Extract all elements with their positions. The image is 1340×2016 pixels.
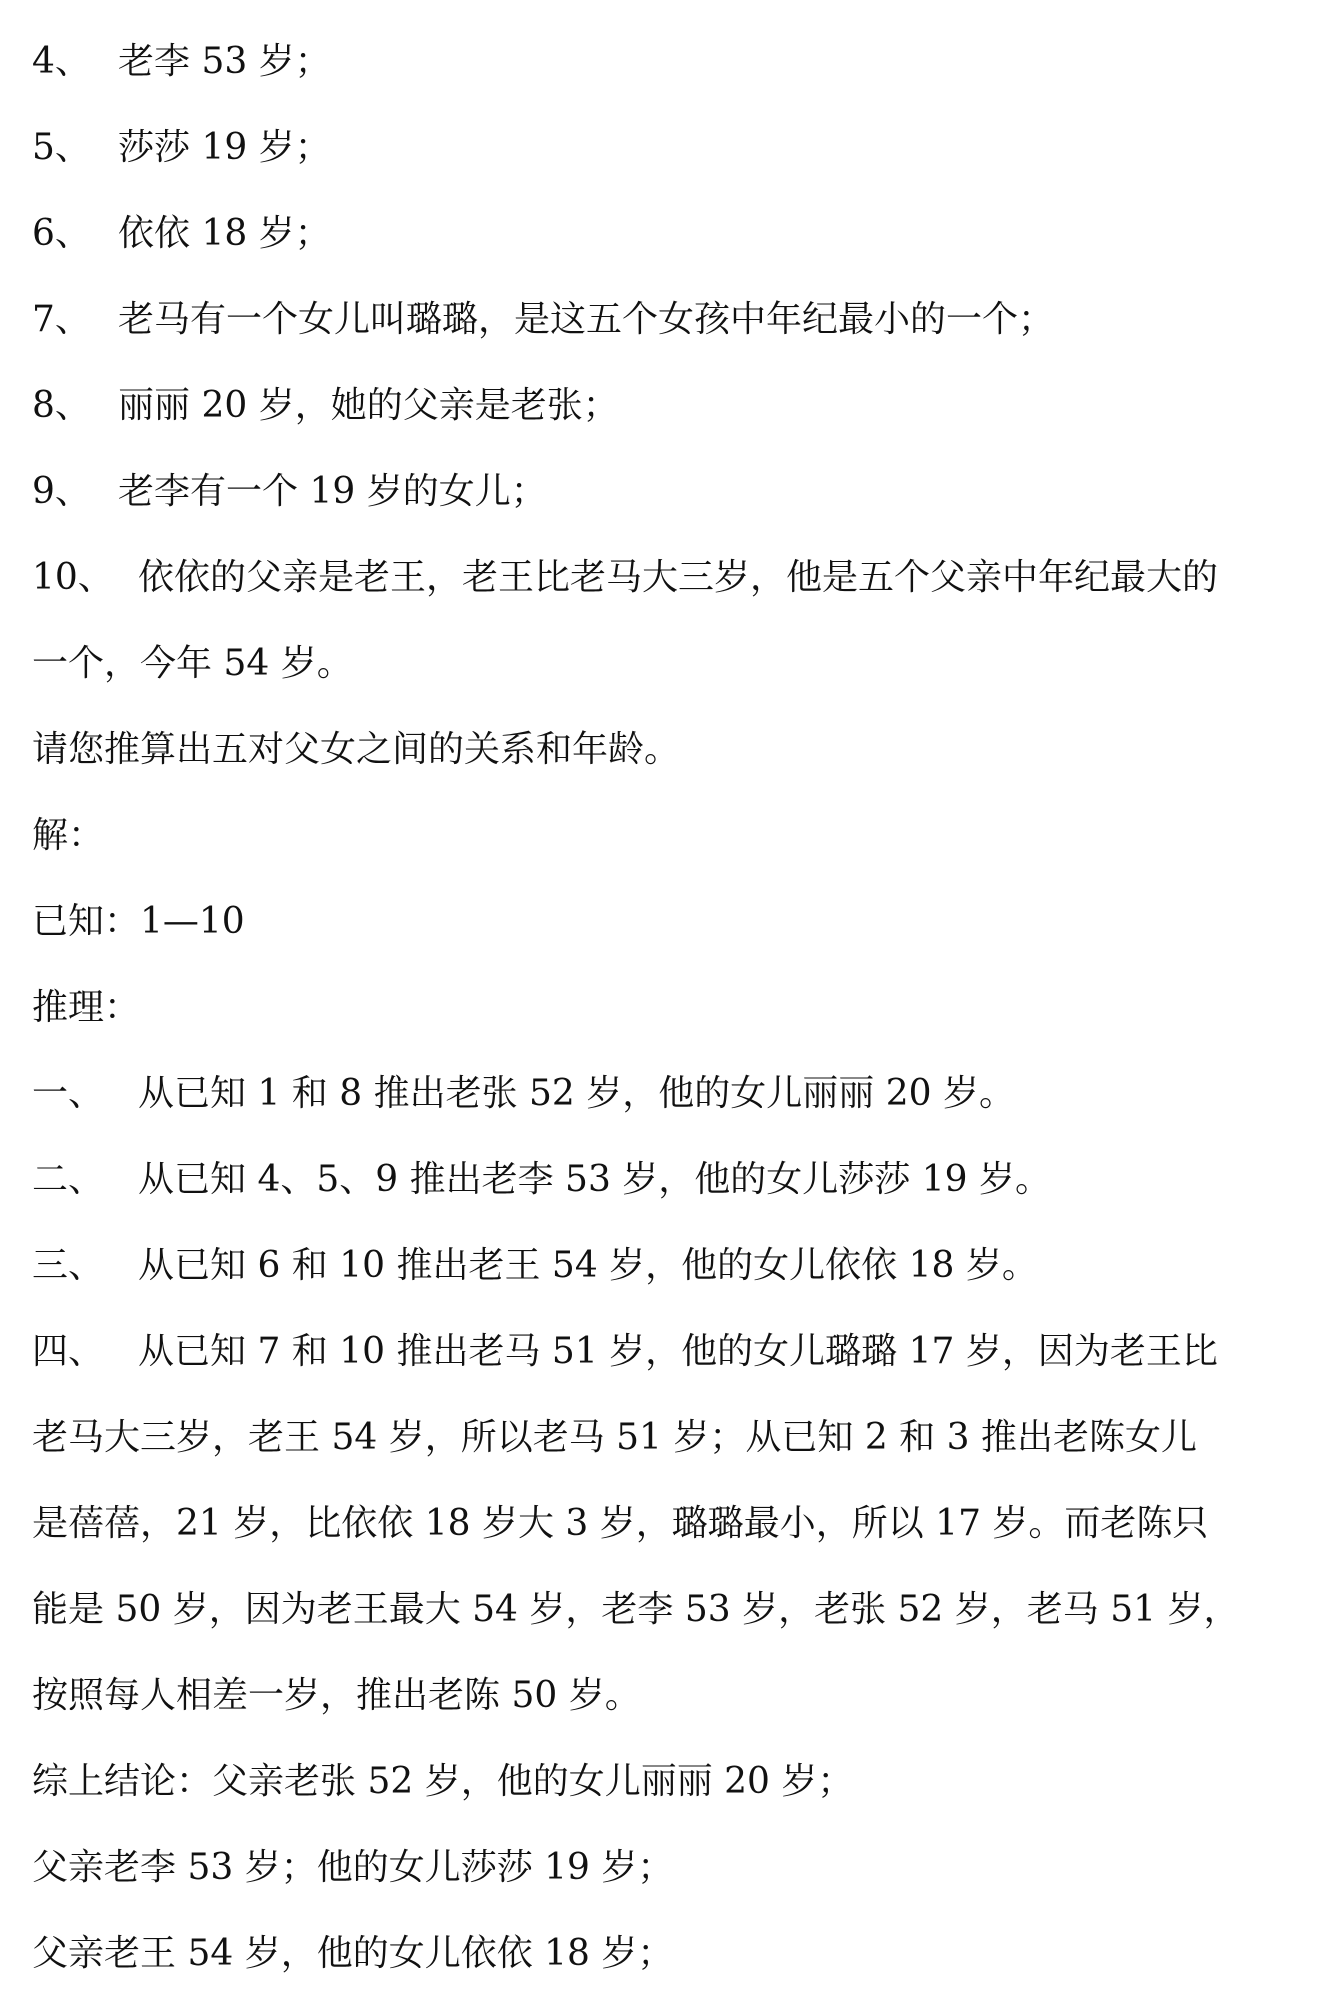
- step-continuation: 按照每人相差一岁，推出老陈 50 岁。: [32, 1675, 641, 1716]
- step-text: 从已知 7 和 10 推出老马 51 岁，他的女儿璐璐 17 岁，因为老王比: [138, 1331, 1218, 1372]
- clue-number: 7、: [32, 299, 91, 340]
- known-text: 已知：1—10: [32, 901, 245, 942]
- clue-line: [32, 470, 1322, 514]
- step-number: 一、: [32, 1073, 105, 1114]
- clue-number: 8、: [32, 385, 91, 426]
- clue-continuation: 一个，今年 54 岁。: [32, 643, 353, 684]
- clue-text: 老马有一个女儿叫璐璐，是这五个女孩中年纪最小的一个；: [118, 299, 1055, 340]
- clue-number: 10、: [32, 557, 114, 598]
- step-continuation: 能是 50 岁，因为老王最大 54 岁，老李 53 岁，老张 52 岁，老马 51 岁，: [32, 1589, 1240, 1630]
- step-number: 四、: [32, 1331, 105, 1372]
- step-continuation: 老马大三岁，老王 54 岁，所以老马 51 岁；从已知 2 和 3 推出老陈女儿: [32, 1417, 1197, 1458]
- clue-number: 4、: [32, 41, 91, 82]
- step-text: 从已知 1 和 8 推出老张 52 岁，他的女儿丽丽 20 岁。: [138, 1073, 1015, 1114]
- clue-number: 6、: [32, 213, 91, 254]
- conclusion-line: 父亲老李 53 岁；他的女儿莎莎 19 岁；: [32, 1847, 674, 1888]
- reasoning-label: 推理：: [32, 987, 141, 1028]
- clue-line: [32, 298, 1322, 342]
- clue-line: [32, 126, 1322, 170]
- clue-text: 依依 18 岁；: [118, 213, 331, 254]
- reasoning-step: [32, 1072, 1322, 1116]
- clue-line: [32, 40, 1322, 84]
- clue-text: 丽丽 20 岁，她的父亲是老张；: [118, 385, 619, 426]
- question-text: 请您推算出五对父女之间的关系和年龄。: [32, 729, 681, 770]
- clue-text: 老李有一个 19 岁的女儿；: [118, 471, 547, 512]
- clue-text: 依依的父亲是老王，老王比老马大三岁，他是五个父亲中年纪最大的: [138, 557, 1219, 598]
- reasoning-step: [32, 1158, 1322, 1202]
- step-text: 从已知 6 和 10 推出老王 54 岁，他的女儿依依 18 岁。: [138, 1245, 1038, 1286]
- clue-number: 9、: [32, 471, 91, 512]
- step-continuation: 是蓓蓓，21 岁，比依依 18 岁大 3 岁，璐璐最小，所以 17 岁。而老陈只: [32, 1503, 1209, 1544]
- clue-line: [32, 556, 1322, 600]
- conclusion-line: 父亲老王 54 岁，他的女儿依依 18 岁；: [32, 1933, 674, 1974]
- step-number: 二、: [32, 1159, 105, 1200]
- clue-number: 5、: [32, 127, 91, 168]
- reasoning-step: [32, 1330, 1322, 1374]
- solution-label: 解：: [32, 815, 105, 856]
- clue-text: 老李 53 岁；: [118, 41, 331, 82]
- clue-line: [32, 384, 1322, 428]
- conclusion-line: 综上结论：父亲老张 52 岁，他的女儿丽丽 20 岁；: [32, 1761, 854, 1802]
- clue-text: 莎莎 19 岁；: [118, 127, 331, 168]
- step-number: 三、: [32, 1245, 105, 1286]
- reasoning-step: [32, 1244, 1322, 1288]
- step-text: 从已知 4、5、9 推出老李 53 岁，他的女儿莎莎 19 岁。: [138, 1159, 1051, 1200]
- clue-line: [32, 212, 1322, 256]
